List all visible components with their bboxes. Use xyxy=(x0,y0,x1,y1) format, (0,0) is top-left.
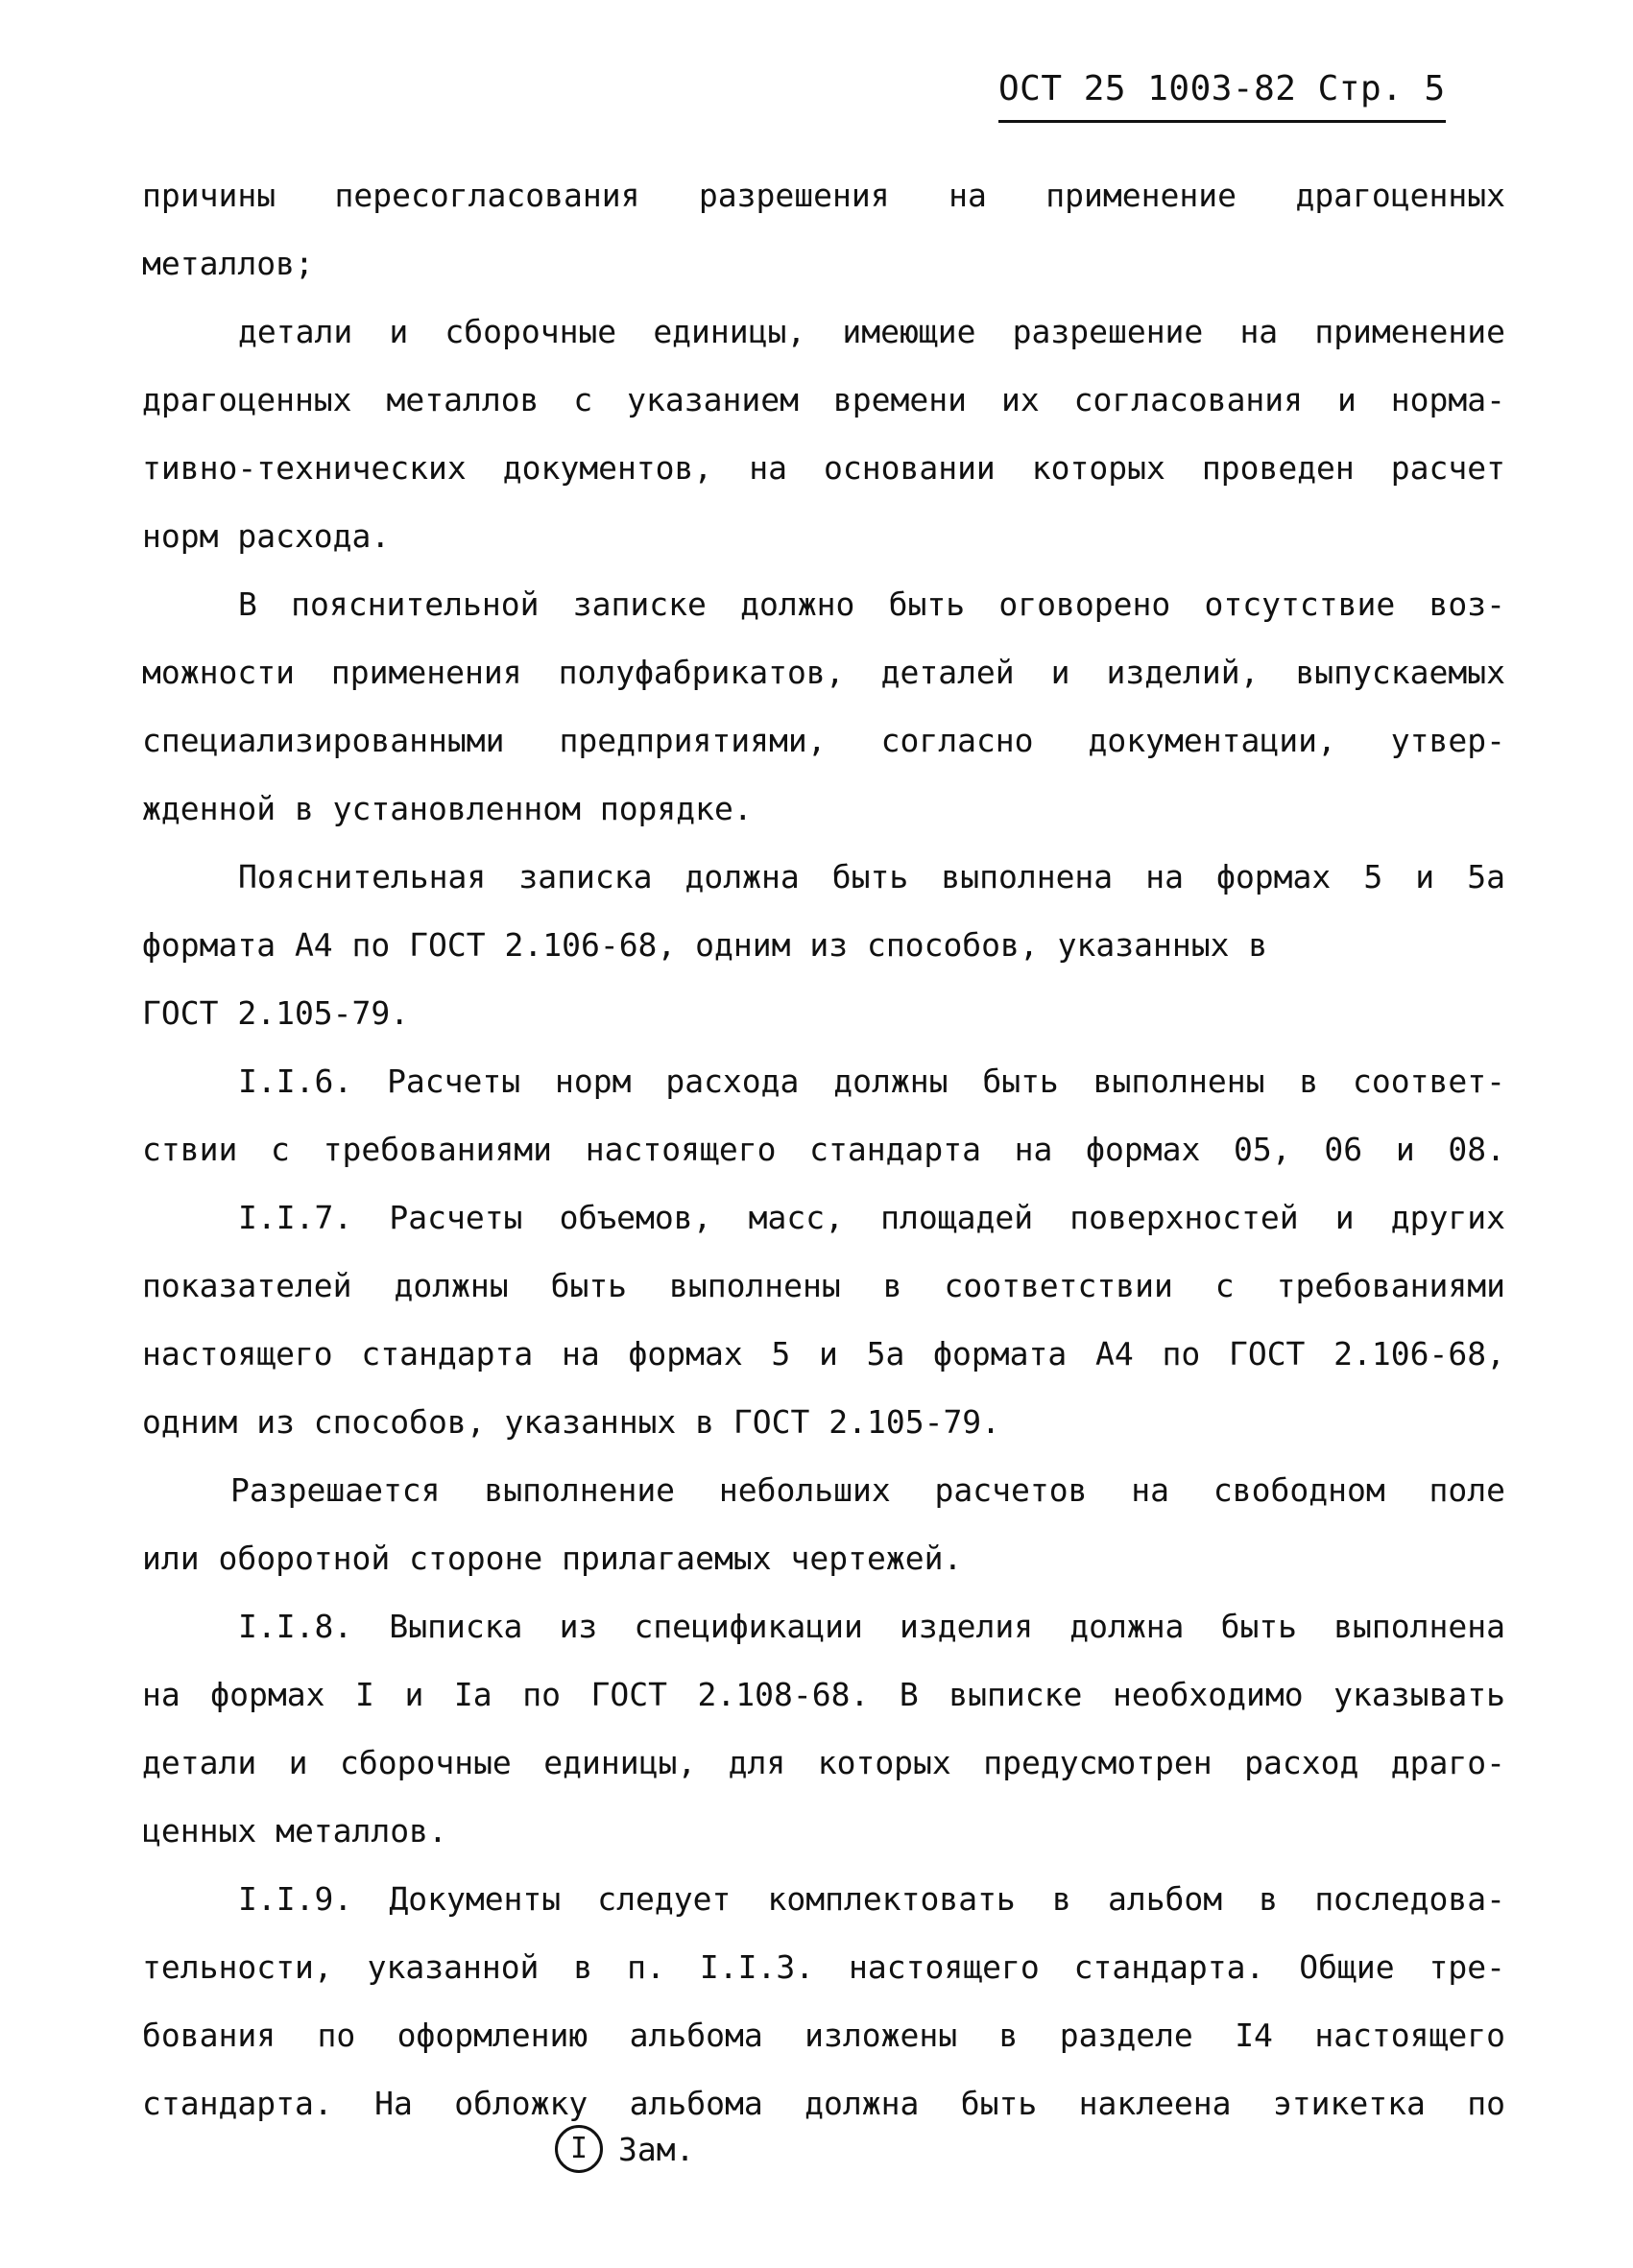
text-line: ГОСТ 2.105-79. xyxy=(142,994,410,1032)
text-line: I.I.6. Расчеты норм расхода должны быть выполнены в соответ- xyxy=(238,1062,1505,1100)
text-line: настоящего стандарта на формах 5 и 5а формата А4 по ГОСТ 2.106-68, xyxy=(142,1335,1505,1373)
text-line: формата А4 по ГОСТ 2.106-68, одним из способов, указанных в xyxy=(142,926,1268,964)
text-line: или оборотной стороне прилагаемых чертежей. xyxy=(142,1540,963,1577)
amendment-number: I xyxy=(555,2125,603,2173)
text-line: причины пересогласования разрешения на применение драгоценных xyxy=(142,177,1505,214)
amendment-label: Зам. xyxy=(618,2130,695,2168)
text-line: ствии с требованиями настоящего стандарта на формах 05, 06 и 08. xyxy=(142,1131,1505,1168)
text-line: тельности, указанной в п. I.I.3. настоящего стандарта. Общие тре- xyxy=(142,1948,1505,1986)
text-line: на формах I и Iа по ГОСТ 2.108-68. В выписке необходимо указывать xyxy=(142,1676,1505,1713)
text-line: норм расхода. xyxy=(142,517,391,555)
amendment-mark xyxy=(555,2125,694,2173)
page-header: ОСТ 25 1003-82 Стр. 5 xyxy=(998,69,1446,123)
text-line: I.I.7. Расчеты объемов, масс, площадей поверхностей и других xyxy=(238,1199,1505,1236)
text-line: металлов; xyxy=(142,245,314,282)
text-line: детали и сборочные единицы, для которых предусмотрен расход драго- xyxy=(142,1744,1505,1781)
text-line: Пояснительная записка должна быть выполнена на формах 5 и 5а xyxy=(238,858,1505,895)
text-line: ценных металлов. xyxy=(142,1812,447,1850)
text-line: бования по оформлению альбома изложены в разделе I4 настоящего xyxy=(142,2017,1505,2054)
text-line: I.I.9. Документы следует комплектовать в альбом в последова- xyxy=(238,1880,1505,1918)
text-line: показателей должны быть выполнены в соответствии с требованиями xyxy=(142,1267,1505,1304)
text-line: жденной в установленном порядке. xyxy=(142,790,753,827)
text-line: I.I.8. Выписка из спецификации изделия должна быть выполнена xyxy=(238,1608,1505,1645)
text-line: можности применения полуфабрикатов, деталей и изделий, выпускаемых xyxy=(142,654,1505,691)
text-line: стандарта. На обложку альбома должна быть наклеена этикетка по xyxy=(142,2085,1505,2122)
text-line: детали и сборочные единицы, имеющие разрешение на применение xyxy=(238,313,1505,350)
text-line: драгоценных металлов с указанием времени их согласования и норма- xyxy=(142,381,1505,418)
text-line: одним из способов, указанных в ГОСТ 2.105-79. xyxy=(142,1403,1001,1441)
text-line: Разрешается выполнение небольших расчетов на свободном поле xyxy=(230,1471,1505,1509)
text-line: В пояснительной записке должно быть оговорено отсутствие воз- xyxy=(238,585,1505,623)
document-body xyxy=(142,161,1505,2137)
text-line: специализированными предприятиями, согласно документации, утвер- xyxy=(142,722,1505,759)
text-line: тивно-технических документов, на основании которых проведен расчет xyxy=(142,449,1505,487)
